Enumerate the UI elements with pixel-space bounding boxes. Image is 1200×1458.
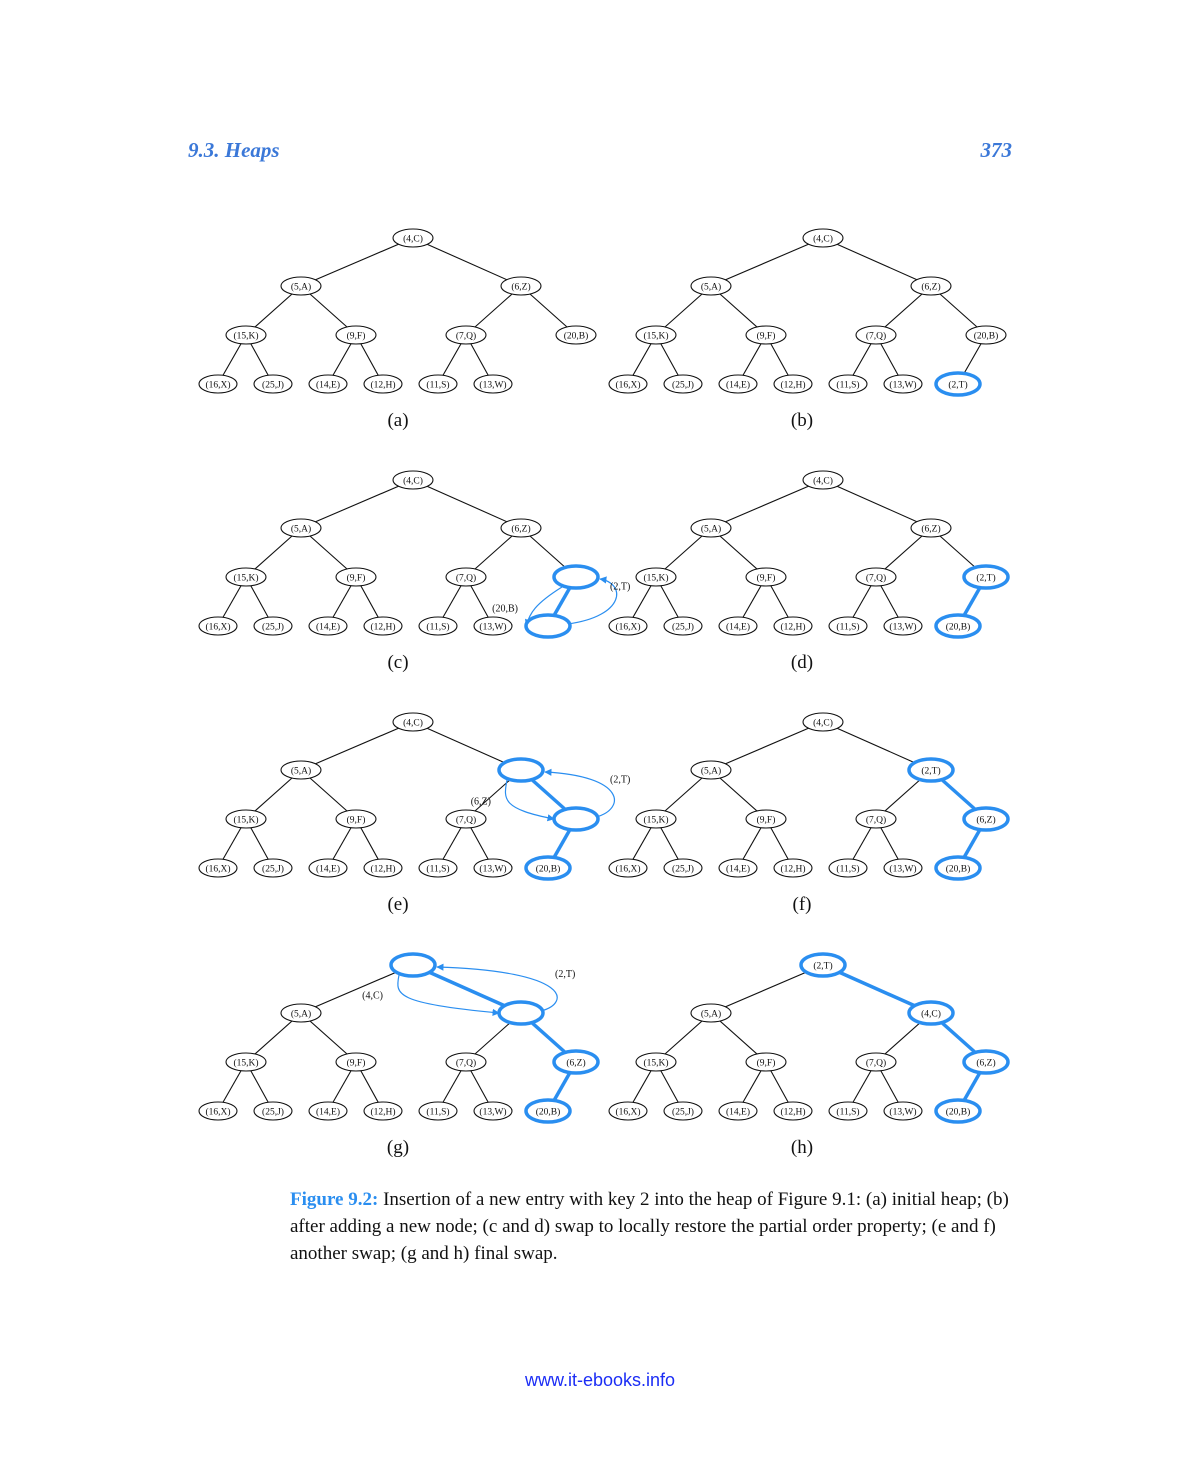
page-number: 373 <box>980 138 1012 162</box>
heap-node-label: (16,X) <box>615 622 641 633</box>
heap-node-label: (20,B) <box>973 331 999 342</box>
heap-node-label: (13,W) <box>479 380 507 391</box>
heap-node-label: (4,C) <box>921 1009 941 1020</box>
tree-edge <box>711 722 823 770</box>
heap-node-label: (14,E) <box>725 380 751 391</box>
heap-node-label: (2,T) <box>921 766 941 777</box>
heap-node-label: (11,S) <box>426 864 450 875</box>
heap-node-label: (12,H) <box>780 380 806 391</box>
tree-edge <box>301 722 413 770</box>
heap-node-label: (7,Q) <box>455 815 477 826</box>
heap-node-label: (11,S) <box>426 622 450 633</box>
heap-node-label: (4,C) <box>403 234 423 245</box>
heap-panel-a <box>199 229 596 431</box>
heap-node-label: (25,J) <box>672 380 694 391</box>
heap-node-label: (13,W) <box>479 622 507 633</box>
heap-node-label: (25,J) <box>672 622 694 633</box>
heap-node-label: (14,E) <box>725 622 751 633</box>
swap-label-up: (2,T) <box>610 581 631 593</box>
heap-panel-b <box>609 229 1006 431</box>
heap-node-label: (15,K) <box>233 331 259 342</box>
heap-node-label: (9,F) <box>346 815 366 826</box>
heap-panel-c <box>199 471 630 673</box>
heap-node-label: (7,Q) <box>865 331 887 342</box>
heap-node-label: (20,B) <box>535 864 561 875</box>
heap-node-label: (6,Z) <box>566 1058 586 1069</box>
heap-node-label: (4,C) <box>813 476 833 487</box>
heap-node-label: (25,J) <box>672 864 694 875</box>
heap-node-label: (11,S) <box>426 1107 450 1118</box>
panel-label: (c) <box>387 652 409 673</box>
tree-edge <box>711 480 823 528</box>
heap-node-label: (16,X) <box>615 1107 641 1118</box>
heap-node-label: (20,B) <box>945 622 971 633</box>
swap-label-down: (4,C) <box>362 990 383 1002</box>
heap-node <box>554 808 598 830</box>
heap-node-label: (12,H) <box>780 1107 806 1118</box>
heap-node-label: (14,E) <box>725 864 751 875</box>
heap-node-label: (14,E) <box>315 1107 341 1118</box>
heap-node-label: (15,K) <box>233 1058 259 1069</box>
heap-node-label: (11,S) <box>836 864 860 875</box>
heap-node-label: (13,W) <box>889 380 917 391</box>
heap-node-label: (5,A) <box>290 524 312 535</box>
heap-node-label: (4,C) <box>813 718 833 729</box>
heap-panel-f <box>609 713 1008 915</box>
heap-node-label: (15,K) <box>643 573 669 584</box>
heap-node-label: (15,K) <box>233 573 259 584</box>
caption-text: Insertion of a new entry with key 2 into the heap of Figure 9.1: (a) initial heap; (b) after adding a new node; (c and d) swap to locally restore the partial order property; (e and f) another swap; (g and h) final swap. <box>290 1189 1009 1264</box>
section-title: 9.3. Heaps <box>188 138 280 162</box>
heap-node-label: (16,X) <box>205 1107 231 1118</box>
heap-node-label: (9,F) <box>346 573 366 584</box>
heap-node-label: (13,W) <box>889 622 917 633</box>
heap-node-label: (7,Q) <box>455 573 477 584</box>
swap-label-down: (6,Z) <box>470 796 491 808</box>
heap-node-label: (4,C) <box>813 234 833 245</box>
heap-node-label: (15,K) <box>643 331 669 342</box>
footer-link[interactable]: www.it-ebooks.info <box>524 1370 676 1390</box>
heap-node-label: (11,S) <box>426 380 450 391</box>
heap-node-label: (9,F) <box>756 815 776 826</box>
heap-node-label: (20,B) <box>945 864 971 875</box>
heap-node-label: (9,F) <box>756 331 776 342</box>
heap-node-label: (4,C) <box>403 476 423 487</box>
panel-label: (d) <box>790 652 814 673</box>
figure-caption <box>290 1186 1020 1267</box>
heap-node-label: (15,K) <box>643 1058 669 1069</box>
heap-node-label: (14,E) <box>315 622 341 633</box>
heap-node-label: (25,J) <box>262 1107 284 1118</box>
heap-node-label: (5,A) <box>700 1009 722 1020</box>
heap-node-label: (11,S) <box>836 622 860 633</box>
heap-node-label: (16,X) <box>615 380 641 391</box>
heap-node-label: (25,J) <box>262 380 284 391</box>
heap-node-label: (7,Q) <box>455 331 477 342</box>
tree-edge <box>301 480 413 528</box>
heap-node-label: (14,E) <box>315 864 341 875</box>
heap-node-label: (11,S) <box>836 380 860 391</box>
heap-node-label: (12,H) <box>370 864 396 875</box>
tree-edge <box>413 238 521 286</box>
heap-node-label: (7,Q) <box>865 573 887 584</box>
heap-node-label: (4,C) <box>403 718 423 729</box>
heap-node-label: (6,Z) <box>976 815 996 826</box>
heap-panel-h <box>609 954 1008 1158</box>
heap-node-label: (12,H) <box>370 1107 396 1118</box>
heap-node-label: (20,B) <box>563 331 589 342</box>
heap-node-label: (12,H) <box>780 864 806 875</box>
heap-node-label: (9,F) <box>346 1058 366 1069</box>
heap-node <box>554 566 598 588</box>
heap-node-label: (9,F) <box>756 1058 776 1069</box>
heap-panel-e <box>199 713 630 915</box>
heap-node-label: (16,X) <box>205 380 231 391</box>
heap-node <box>499 1002 543 1024</box>
heap-node-label: (16,X) <box>615 864 641 875</box>
panel-label: (h) <box>790 1137 814 1158</box>
heap-node-label: (16,X) <box>205 622 231 633</box>
heap-node-label: (25,J) <box>672 1107 694 1118</box>
tree-edge <box>711 238 823 286</box>
heap-node-label: (15,K) <box>643 815 669 826</box>
heap-node-label: (16,X) <box>205 864 231 875</box>
heap-node-label: (12,H) <box>370 380 396 391</box>
swap-label-up: (2,T) <box>555 969 576 980</box>
heap-node-label: (5,A) <box>290 766 312 777</box>
heap-node-label: (5,A) <box>700 766 722 777</box>
heap-node <box>526 615 570 637</box>
panel-label: (a) <box>387 410 409 431</box>
heap-node-label: (20,B) <box>945 1107 971 1118</box>
heap-node-label: (5,A) <box>700 282 722 293</box>
heap-node-label: (6,Z) <box>921 524 941 535</box>
panel-label: (e) <box>387 894 409 915</box>
heap-node <box>391 954 435 976</box>
tree-edge <box>413 480 521 528</box>
heap-panel-d <box>609 471 1008 673</box>
heap-node-label: (25,J) <box>262 622 284 633</box>
panel-label: (f) <box>792 894 812 915</box>
heap-node-label: (14,E) <box>315 380 341 391</box>
panel-label: (b) <box>790 410 814 431</box>
tree-edge <box>823 480 931 528</box>
heap-node-label: (13,W) <box>889 864 917 875</box>
swap-label-up: (2,T) <box>610 774 631 786</box>
heap-node-label: (6,Z) <box>921 282 941 293</box>
heap-node <box>499 759 543 781</box>
caption-label: Figure 9.2: <box>290 1189 379 1210</box>
heap-node-label: (12,H) <box>370 622 396 633</box>
heap-node-label: (2,T) <box>948 380 968 391</box>
swap-arrow-down <box>505 780 554 819</box>
swap-label-down: (20,B) <box>492 603 518 615</box>
heap-node-label: (13,W) <box>889 1107 917 1118</box>
heap-node-label: (6,Z) <box>976 1058 996 1069</box>
heap-node-label: (25,J) <box>262 864 284 875</box>
heap-node-label: (15,K) <box>233 815 259 826</box>
heap-node-label: (7,Q) <box>455 1058 477 1069</box>
heap-panel-g <box>199 954 598 1158</box>
panel-label: (g) <box>386 1137 410 1158</box>
tree-edge <box>301 238 413 286</box>
heap-node-label: (7,Q) <box>865 1058 887 1069</box>
heap-node-label: (2,T) <box>813 961 833 972</box>
heap-node-label: (9,F) <box>346 331 366 342</box>
heap-node-label: (5,A) <box>290 282 312 293</box>
heap-node-label: (6,Z) <box>511 524 531 535</box>
heap-node-label: (20,B) <box>535 1107 561 1118</box>
swap-arrow-up <box>437 967 557 1011</box>
heap-node-label: (9,F) <box>756 573 776 584</box>
heap-node-label: (13,W) <box>479 1107 507 1118</box>
heap-node-label: (12,H) <box>780 622 806 633</box>
heap-node-label: (11,S) <box>836 1107 860 1118</box>
heap-node-label: (7,Q) <box>865 815 887 826</box>
heap-node-label: (14,E) <box>725 1107 751 1118</box>
heap-node-label: (5,A) <box>290 1009 312 1020</box>
heap-node-label: (2,T) <box>976 573 996 584</box>
heap-node-label: (5,A) <box>700 524 722 535</box>
heap-node-label: (6,Z) <box>511 282 531 293</box>
tree-edge <box>823 238 931 286</box>
heap-node-label: (13,W) <box>479 864 507 875</box>
